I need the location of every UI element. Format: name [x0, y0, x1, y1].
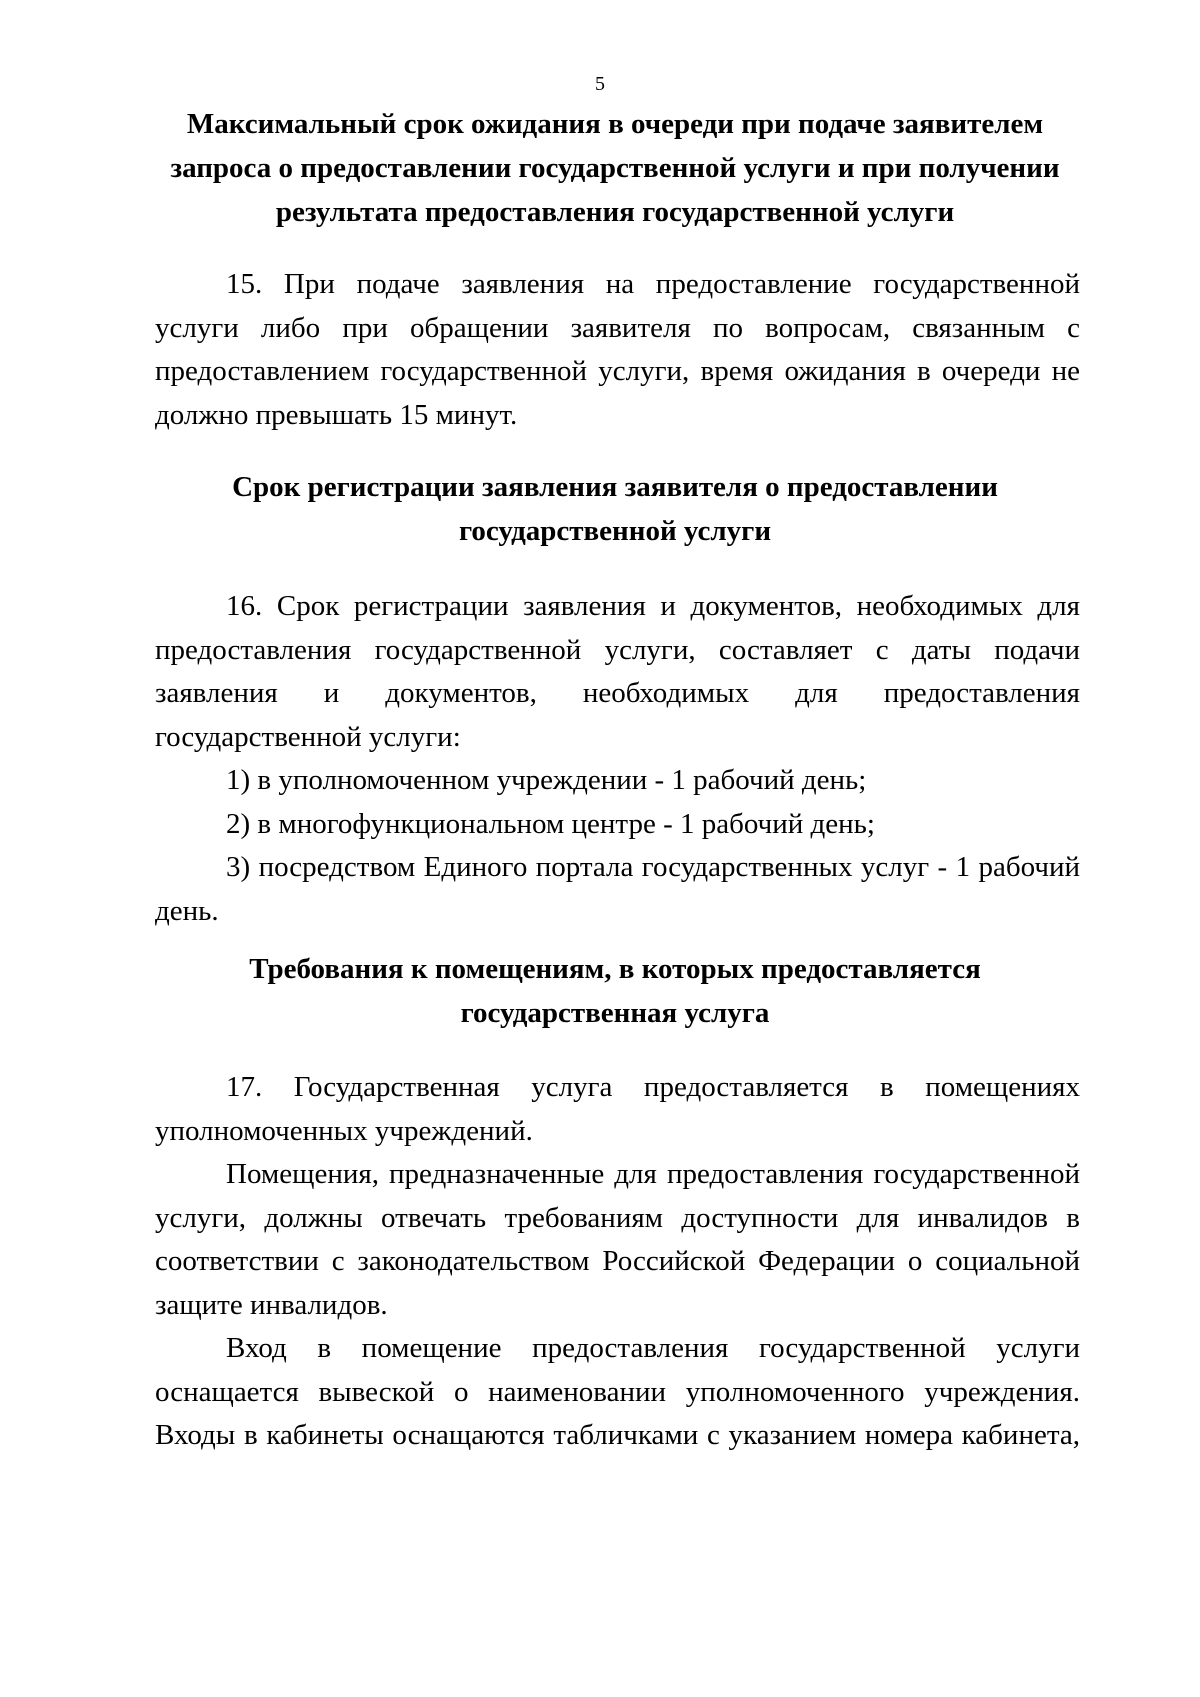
list-item-3: 3) посредством Единого портала государственных услуг - 1 рабочий день. [155, 851, 1080, 927]
paragraph-premises-requirements: Помещения, предназначенные для предоставления государственной услуги, должны отвечать требованиям доступности для инвалидов в соответствии с законодательством Российской Федерации о социальной защите инвалидов. [155, 1158, 1080, 1321]
section-heading-premises: Требования к помещениям, в которых предоставляется государственная услуга [249, 953, 981, 1029]
list-item-1: 1) в уполномоченном учреждении - 1 рабочий день; [226, 764, 867, 796]
page-number: 5 [595, 73, 605, 95]
section-body-premises [155, 1066, 1080, 1458]
paragraph-17: 17. Государственная услуга предоставляется в помещениях уполномоченных учреждений. [155, 1071, 1080, 1147]
list-item-2: 2) в многофункциональном центре - 1 рабочий день; [226, 807, 875, 840]
section-body-registration [155, 585, 1080, 933]
paragraph-16: 16. Срок регистрации заявления и документов, необходимых для предоставления государственной услуги, составляет с даты подачи заявления и документов, необходимых для предоставления государственной услуги: [155, 590, 1080, 753]
section-body-waiting-time [155, 263, 1080, 437]
section-heading-waiting-time: Максимальный срок ожидания в очереди при подаче заявителем запроса о предоставлении государственной услуги и при получении результата предоставления государственной услуги [170, 108, 1060, 228]
section-heading-registration: Срок регистрации заявления заявителя о предоставлении государственной услуги [232, 471, 998, 547]
paragraph-entrance-signage: Вход в помещение предоставления государственной услуги оснащается вывеской о наименовании уполномоченного учреждения. Входы в кабинеты оснащаются табличками с указанием номера кабинета, [155, 1332, 1080, 1451]
paragraph-15: 15. При подаче заявления на предоставление государственной услуги либо при обращении заявителя по вопросам, связанным с предоставлением государственной услуги, время ожидания в очереди не должно превышать 15 минут. [155, 268, 1080, 431]
